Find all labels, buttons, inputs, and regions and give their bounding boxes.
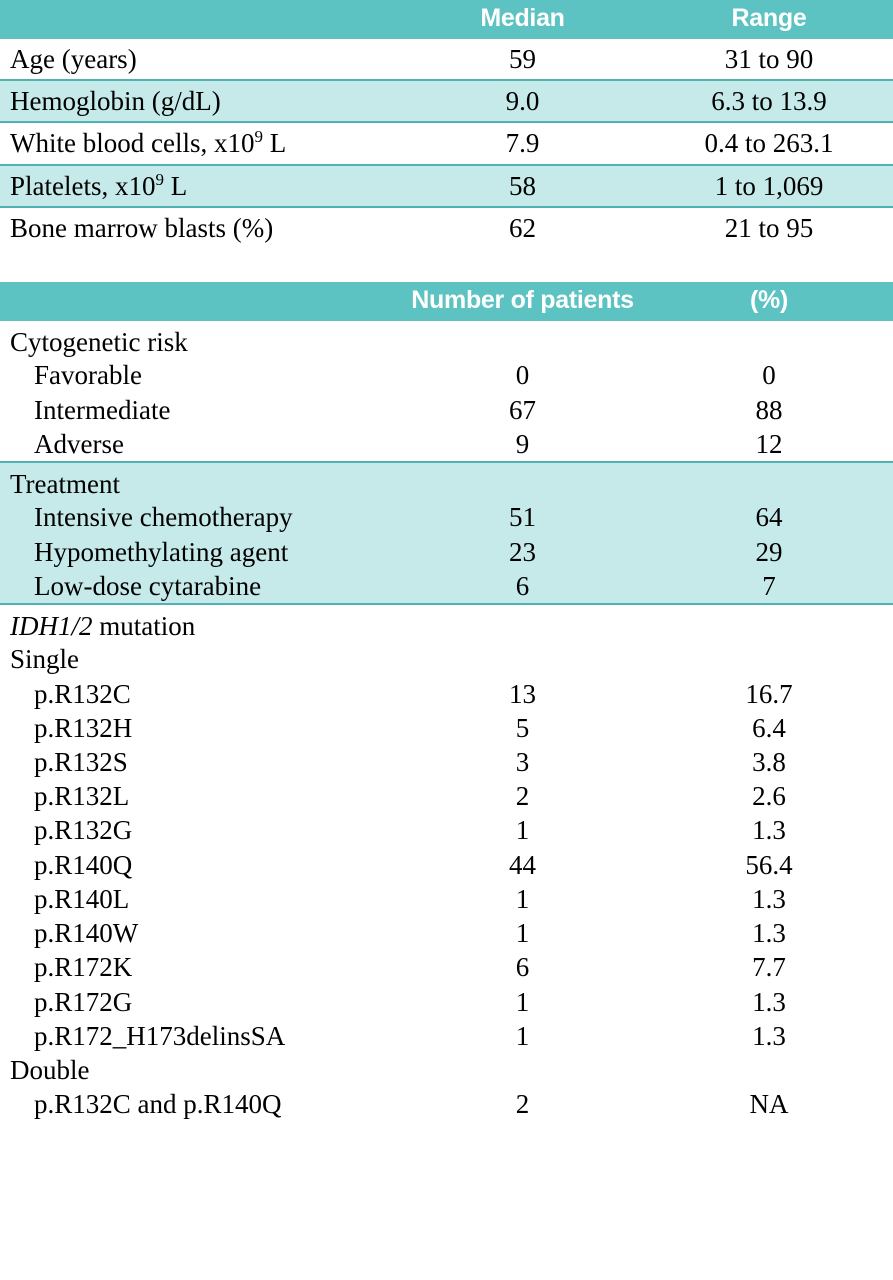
row-label: Age (years) xyxy=(0,39,400,80)
row-percent xyxy=(645,462,893,500)
table1-header-blank xyxy=(0,0,400,39)
table2-header-row xyxy=(0,282,893,321)
table1-body xyxy=(0,39,893,248)
table-row xyxy=(0,1019,893,1053)
table-row xyxy=(0,882,893,916)
table-row xyxy=(0,950,893,984)
table-row xyxy=(0,642,893,676)
table2-header-number: Number of patients xyxy=(400,282,645,321)
row-percent: 1.3 xyxy=(645,916,893,950)
row-range: 6.3 to 13.9 xyxy=(645,80,893,122)
row-count: 67 xyxy=(400,393,645,427)
table-row xyxy=(0,813,893,847)
row-count: 2 xyxy=(400,1087,645,1121)
row-label: Intermediate xyxy=(0,393,400,427)
row-count xyxy=(400,321,645,358)
row-count: 1 xyxy=(400,985,645,1019)
table-row xyxy=(0,711,893,745)
row-count: 1 xyxy=(400,1019,645,1053)
row-range: 1 to 1,069 xyxy=(645,165,893,207)
row-percent: 6.4 xyxy=(645,711,893,745)
row-count: 1 xyxy=(400,882,645,916)
row-range: 21 to 95 xyxy=(645,207,893,248)
table-row xyxy=(0,207,893,248)
row-percent xyxy=(645,321,893,358)
row-count: 6 xyxy=(400,950,645,984)
row-median: 59 xyxy=(400,39,645,80)
table-row xyxy=(0,535,893,569)
row-percent: NA xyxy=(645,1087,893,1121)
row-percent: 1.3 xyxy=(645,882,893,916)
table2-body xyxy=(0,321,893,1121)
row-percent: 1.3 xyxy=(645,813,893,847)
row-percent: 88 xyxy=(645,393,893,427)
row-count: 5 xyxy=(400,711,645,745)
row-label: p.R140W xyxy=(0,916,400,950)
patient-characteristics-table xyxy=(0,0,893,248)
table1-header-median: Median xyxy=(400,0,645,39)
table-separator xyxy=(0,248,893,282)
row-count: 9 xyxy=(400,427,645,462)
row-percent: 56.4 xyxy=(645,848,893,882)
row-label: p.R132S xyxy=(0,745,400,779)
row-label: p.R140L xyxy=(0,882,400,916)
row-label: IDH1/2 mutation xyxy=(0,604,400,642)
row-label: p.R172K xyxy=(0,950,400,984)
table-row xyxy=(0,500,893,534)
table1-header-row xyxy=(0,0,893,39)
row-count: 3 xyxy=(400,745,645,779)
row-label: p.R132H xyxy=(0,711,400,745)
row-label: Intensive chemotherapy xyxy=(0,500,400,534)
row-median: 62 xyxy=(400,207,645,248)
row-percent: 1.3 xyxy=(645,985,893,1019)
row-percent: 0 xyxy=(645,358,893,392)
table-row xyxy=(0,462,893,500)
row-label: Favorable xyxy=(0,358,400,392)
row-label: p.R132C and p.R140Q xyxy=(0,1087,400,1121)
row-percent: 16.7 xyxy=(645,677,893,711)
row-percent: 64 xyxy=(645,500,893,534)
row-range: 31 to 90 xyxy=(645,39,893,80)
table-row xyxy=(0,604,893,642)
table-row xyxy=(0,80,893,122)
row-median: 7.9 xyxy=(400,122,645,164)
table-row xyxy=(0,427,893,462)
table-row xyxy=(0,677,893,711)
row-count xyxy=(400,1053,645,1087)
row-percent xyxy=(645,642,893,676)
row-percent: 3.8 xyxy=(645,745,893,779)
row-count: 13 xyxy=(400,677,645,711)
table2-header-blank xyxy=(0,282,400,321)
row-label: Double xyxy=(0,1053,400,1087)
table-row xyxy=(0,848,893,882)
row-label: p.R172G xyxy=(0,985,400,1019)
row-count xyxy=(400,462,645,500)
table-row xyxy=(0,122,893,164)
row-median: 58 xyxy=(400,165,645,207)
row-percent: 29 xyxy=(645,535,893,569)
row-count: 1 xyxy=(400,916,645,950)
row-label: p.R132C xyxy=(0,677,400,711)
row-percent xyxy=(645,1053,893,1087)
row-count xyxy=(400,604,645,642)
table1-header-range: Range xyxy=(645,0,893,39)
row-median: 9.0 xyxy=(400,80,645,122)
row-percent: 2.6 xyxy=(645,779,893,813)
table-row xyxy=(0,745,893,779)
table-row xyxy=(0,165,893,207)
row-label: p.R132L xyxy=(0,779,400,813)
row-percent: 12 xyxy=(645,427,893,462)
row-count: 51 xyxy=(400,500,645,534)
row-label: Hemoglobin (g/dL) xyxy=(0,80,400,122)
row-label: Hypomethylating agent xyxy=(0,535,400,569)
table-row xyxy=(0,1087,893,1121)
patient-counts-table xyxy=(0,282,893,1121)
table-row xyxy=(0,393,893,427)
row-percent xyxy=(645,604,893,642)
row-label: p.R132G xyxy=(0,813,400,847)
gene-name: IDH1/2 xyxy=(10,611,93,642)
row-label: Treatment xyxy=(0,462,400,500)
row-count: 0 xyxy=(400,358,645,392)
row-label: White blood cells, $x10^9$ L xyxy=(0,122,400,164)
row-count: 44 xyxy=(400,848,645,882)
row-count xyxy=(400,642,645,676)
table-row xyxy=(0,916,893,950)
row-label: Low-dose cytarabine xyxy=(0,569,400,604)
row-count: 23 xyxy=(400,535,645,569)
table-row xyxy=(0,569,893,604)
row-label: p.R172_H173delinsSA xyxy=(0,1019,400,1053)
table-row xyxy=(0,779,893,813)
table-row xyxy=(0,358,893,392)
row-label: Cytogenetic risk xyxy=(0,321,400,358)
table-row xyxy=(0,321,893,358)
table-row xyxy=(0,985,893,1019)
row-count: 1 xyxy=(400,813,645,847)
table-row xyxy=(0,39,893,80)
row-percent: 7 xyxy=(645,569,893,604)
table2-header-percent: (%) xyxy=(645,282,893,321)
row-count: 6 xyxy=(400,569,645,604)
row-label: Platelets, $x10^9$ L xyxy=(0,165,400,207)
table-row xyxy=(0,1053,893,1087)
row-range: 0.4 to 263.1 xyxy=(645,122,893,164)
row-percent: 1.3 xyxy=(645,1019,893,1053)
row-label: Single xyxy=(0,642,400,676)
row-label: Bone marrow blasts (%) xyxy=(0,207,400,248)
row-label: p.R140Q xyxy=(0,848,400,882)
row-count: 2 xyxy=(400,779,645,813)
row-percent: 7.7 xyxy=(645,950,893,984)
row-label: Adverse xyxy=(0,427,400,462)
